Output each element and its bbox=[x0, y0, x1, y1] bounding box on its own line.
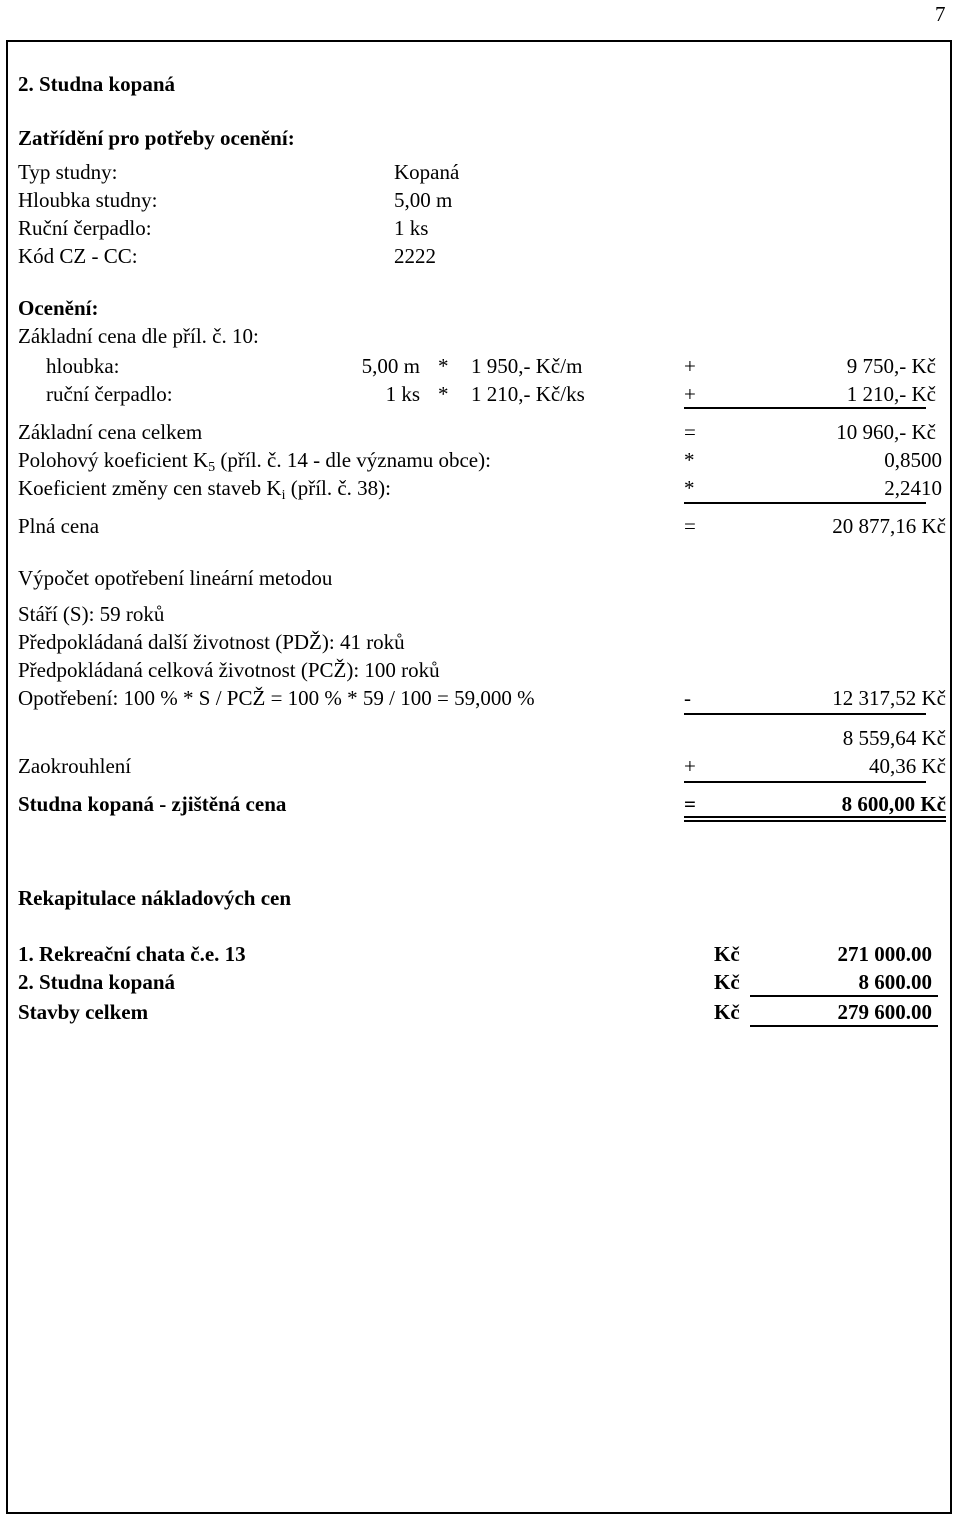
recap-amount: 8 600.00 bbox=[858, 970, 932, 994]
recap-label: Stavby celkem bbox=[18, 1000, 149, 1024]
k5-label-pre: Polohový koeficient K bbox=[18, 448, 209, 472]
rounding-label: Zaokrouhlení bbox=[18, 754, 132, 778]
sum-rule bbox=[684, 713, 926, 715]
recap-label: 2. Studna kopaná bbox=[18, 970, 175, 994]
sum-rule bbox=[684, 502, 926, 504]
full-price-sign: = bbox=[684, 514, 696, 538]
final-sign: = bbox=[684, 792, 696, 816]
ki-label-pre: Koeficient změny cen staveb K bbox=[18, 476, 282, 500]
item-unit-price: 1 950,- Kč/m bbox=[471, 354, 583, 378]
final-amount: 8 600,00 Kč bbox=[841, 792, 946, 816]
total-base-sign: = bbox=[684, 420, 696, 444]
item-sign: + bbox=[684, 382, 696, 406]
item-amount: 1 210,- Kč bbox=[846, 382, 936, 406]
rounding-amount: 40,36 Kč bbox=[869, 754, 946, 778]
recap-amount: 279 600.00 bbox=[837, 1000, 932, 1024]
total-base-amount: 10 960,- Kč bbox=[836, 420, 936, 444]
depreciation-amount: 12 317,52 Kč bbox=[832, 686, 946, 710]
item-qty: 5,00 m bbox=[361, 354, 420, 378]
ki-sign: * bbox=[684, 476, 695, 500]
recap-currency: Kč bbox=[714, 970, 740, 994]
total-base-label: Základní cena celkem bbox=[18, 420, 203, 444]
depreciation-formula: Opotřebení: 100 % * S / PCŽ = 100 % * 59 / 100 = 59,000 % bbox=[18, 686, 535, 710]
item-label: hloubka: bbox=[46, 354, 120, 378]
k5-sign: * bbox=[684, 448, 695, 472]
sum-rule bbox=[684, 407, 926, 409]
k5-label-sub: 5 bbox=[208, 460, 216, 475]
subtotal-amount: 8 559,64 Kč bbox=[842, 726, 946, 750]
section-title: 2. Studna kopaná bbox=[18, 72, 175, 96]
classification-value: 1 ks bbox=[394, 216, 429, 240]
classification-label: Typ studny: bbox=[18, 160, 118, 184]
ki-label bbox=[18, 476, 392, 503]
ki-label-post: (příl. č. 38): bbox=[285, 476, 392, 500]
depreciation-remaining-life: Předpokládaná další životnost (PDŽ): 41 roků bbox=[18, 630, 405, 654]
k5-label-post: (příl. č. 14 - dle významu obce): bbox=[215, 448, 491, 472]
base-price-label: Základní cena dle příl. č. 10: bbox=[18, 324, 259, 348]
classification-value: 2222 bbox=[394, 244, 436, 268]
depreciation-total-life: Předpokládaná celková životnost (PCŽ): 100 roků bbox=[18, 658, 440, 682]
double-rule bbox=[684, 816, 946, 818]
content-frame bbox=[6, 40, 952, 1514]
recap-label: 1. Rekreační chata č.e. 13 bbox=[18, 942, 246, 966]
sum-rule bbox=[750, 995, 938, 997]
total-rule bbox=[750, 1025, 938, 1027]
rounding-sign: + bbox=[684, 754, 696, 778]
full-price-amount: 20 877,16 Kč bbox=[832, 514, 946, 538]
classification-value: Kopaná bbox=[394, 160, 460, 184]
item-label: ruční čerpadlo: bbox=[46, 382, 173, 406]
depreciation-age: Stáří (S): 59 roků bbox=[18, 602, 165, 626]
final-label: Studna kopaná - zjištěná cena bbox=[18, 792, 287, 816]
k5-label bbox=[18, 448, 491, 475]
item-sign: + bbox=[684, 354, 696, 378]
classification-heading: Zatřídění pro potřeby ocenění: bbox=[18, 126, 295, 150]
double-rule bbox=[684, 820, 946, 822]
ki-label-sub: i bbox=[281, 488, 286, 503]
recap-heading: Rekapitulace nákladových cen bbox=[18, 886, 292, 910]
classification-value: 5,00 m bbox=[394, 188, 453, 212]
classification-label: Kód CZ - CC: bbox=[18, 244, 138, 268]
depreciation-method: Výpočet opotřebení lineární metodou bbox=[18, 566, 333, 590]
page-number: 7 bbox=[935, 2, 946, 26]
item-op: * bbox=[438, 382, 449, 406]
item-op: * bbox=[438, 354, 449, 378]
ki-amount: 2,2410 bbox=[884, 476, 942, 500]
recap-amount: 271 000.00 bbox=[837, 942, 932, 966]
recap-currency: Kč bbox=[714, 942, 740, 966]
classification-label: Ruční čerpadlo: bbox=[18, 216, 152, 240]
item-qty: 1 ks bbox=[385, 382, 420, 406]
recap-currency: Kč bbox=[714, 1000, 740, 1024]
sum-rule bbox=[684, 781, 926, 783]
valuation-heading: Ocenění: bbox=[18, 296, 99, 320]
item-unit-price: 1 210,- Kč/ks bbox=[471, 382, 585, 406]
depreciation-sign: - bbox=[684, 686, 691, 710]
full-price-label: Plná cena bbox=[18, 514, 100, 538]
k5-amount: 0,8500 bbox=[884, 448, 942, 472]
item-amount: 9 750,- Kč bbox=[846, 354, 936, 378]
classification-label: Hloubka studny: bbox=[18, 188, 158, 212]
